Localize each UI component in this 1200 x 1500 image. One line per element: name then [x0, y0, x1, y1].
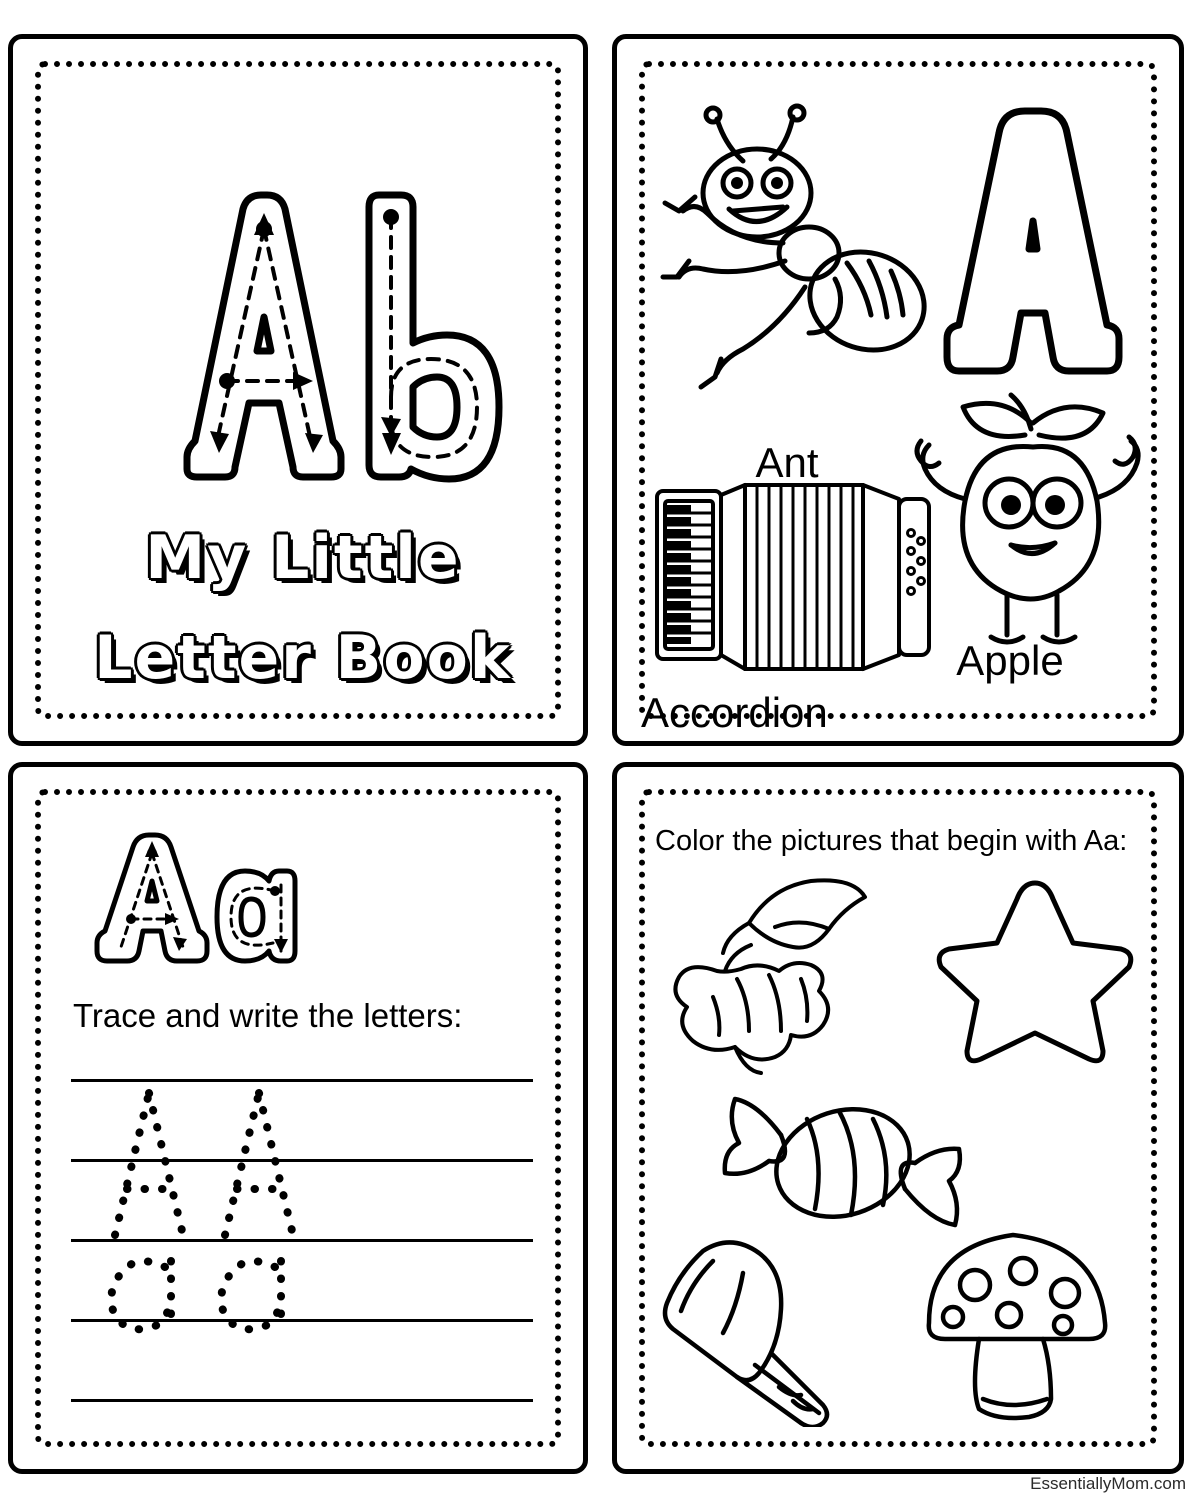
apple-illustration	[907, 379, 1157, 649]
mushroom-illustration	[913, 1219, 1123, 1429]
trace-card	[8, 762, 588, 1474]
color-instruction: Color the pictures that begin with Aa:	[655, 825, 1128, 857]
letter-a-card	[612, 34, 1184, 746]
rule-line-5	[71, 1399, 533, 1402]
trace-row-lowercase-a	[75, 1245, 325, 1345]
rule-line-1	[71, 1079, 533, 1082]
accordion-label: Accordion	[641, 689, 828, 736]
big-letter-a-outline	[937, 99, 1127, 389]
cover-title-line-1: My Little	[145, 523, 461, 593]
ant-illustration	[659, 101, 929, 421]
star-illustration	[935, 875, 1135, 1065]
ant-label: Ant	[755, 439, 819, 486]
accordion-illustration	[649, 477, 939, 687]
cover-card	[8, 34, 588, 746]
footer-credit: EssentiallyMom.com	[1030, 1474, 1186, 1493]
color-card	[612, 762, 1184, 1474]
axe-illustration	[651, 1237, 881, 1427]
trace-instruction: Trace and write the letters:	[73, 997, 463, 1034]
trace-row-uppercase-a	[75, 1085, 325, 1245]
trace-model-letters-Aa	[73, 827, 303, 977]
apple-label: Apple	[956, 637, 1064, 684]
cover-title-line-2: Letter Book	[94, 623, 512, 693]
cover-traceable-letters-Ab	[91, 169, 521, 499]
acorn-illustration	[653, 875, 883, 1075]
